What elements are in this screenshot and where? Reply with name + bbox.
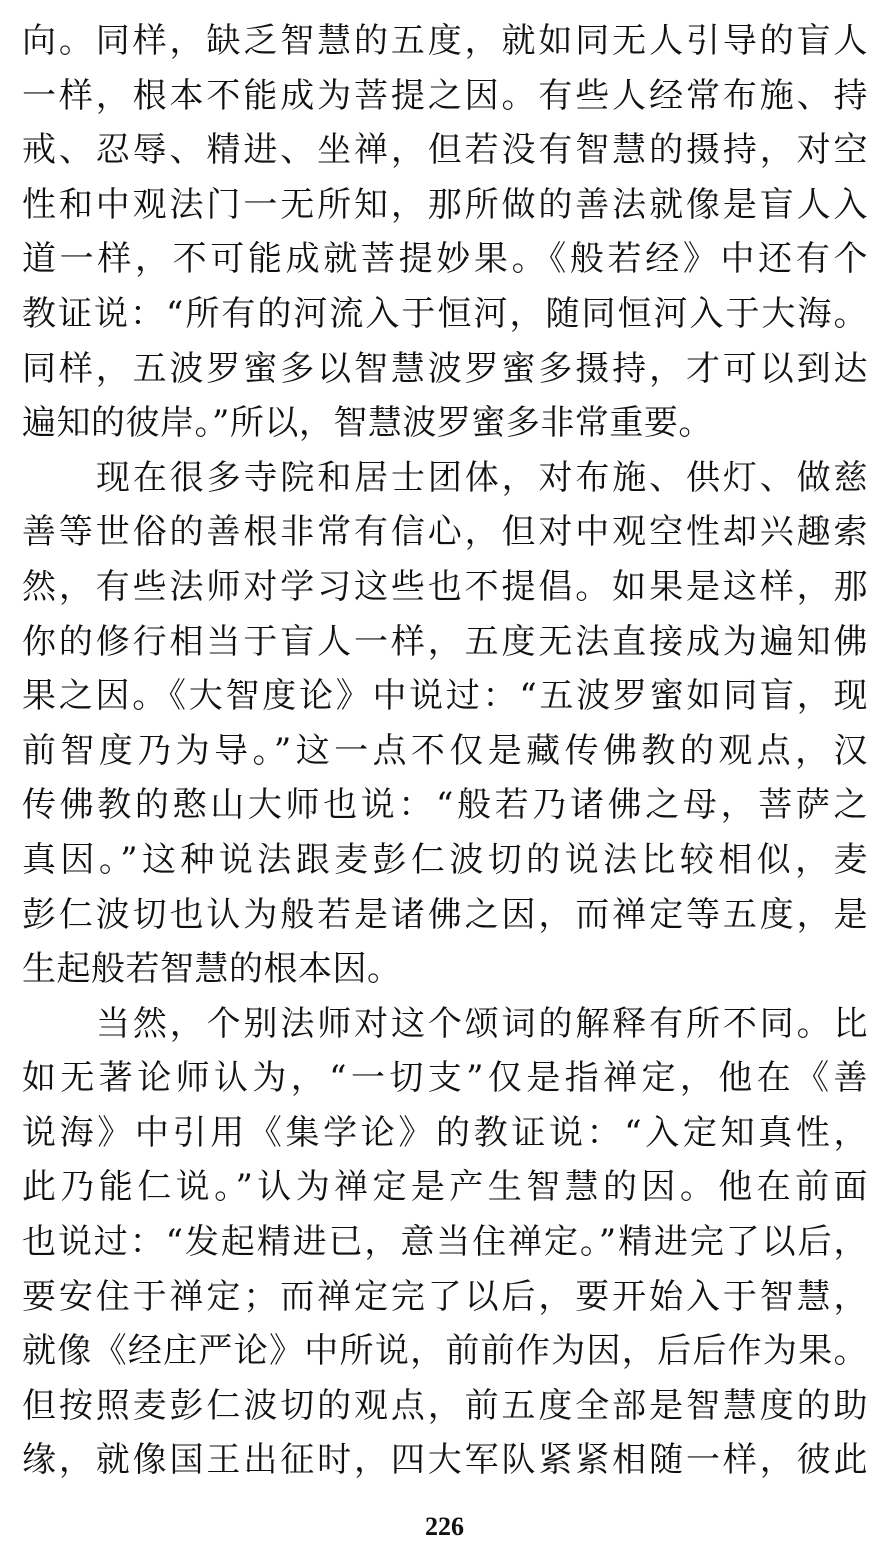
text-line: 遍知的彼岸。”所以，智慧波罗蜜多非常重要。 [22,403,713,444]
text-line: 道一样，不可能成就菩提妙果。《般若经》中还有个 [22,239,868,280]
text-line: 传佛教的憨山大师也说：“般若乃诸佛之母，菩萨之 [22,785,868,826]
text-line: 生起般若智慧的根本因。 [22,949,402,990]
text-line: 一样，根本不能成为菩提之因。有些人经常布施、持 [22,75,868,116]
text-line: 缘，就像国王出征时，四大军队紧紧相随一样，彼此 [22,1440,868,1481]
text-line: 也说过：“发起精进已，意当住禅定。”精进完了以后， [22,1222,868,1263]
text-line: 同样，五波罗蜜多以智慧波罗蜜多摄持，才可以到达 [22,348,868,389]
paragraph-start-line: 当然，个别法师对这个颂词的解释有所不同。比 [96,1003,868,1044]
paragraph-start-line: 现在很多寺院和居士团体，对布施、供灯、做慈 [96,457,868,498]
text-line: 善等世俗的善根非常有信心，但对中观空性却兴趣索 [22,512,868,553]
text-line: 如无著论师认为，“一切支”仅是指禅定，他在《善 [22,1058,868,1099]
text-line: 就像《经庄严论》中所说，前前作为因，后后作为果。 [22,1331,868,1372]
text-line: 你的修行相当于盲人一样，五度无法直接成为遍知佛 [22,621,868,662]
text-line: 前智度乃为导。”这一点不仅是藏传佛教的观点，汉 [22,730,868,771]
text-line: 但按照麦彭仁波切的观点，前五度全部是智慧度的助 [22,1385,868,1426]
text-line: 向。同样，缺乏智慧的五度，就如同无人引导的盲人 [22,21,868,61]
text-line: 果之因。《大智度论》中说过：“五波罗蜜如同盲，现 [22,676,868,717]
text-line: 此乃能仁说。”认为禅定是产生智慧的因。他在前面 [22,1167,868,1208]
page-number: 226 [425,1512,464,1541]
text-line: 戒、忍辱、精进、坐禅，但若没有智慧的摄持，对空 [22,130,868,171]
text-line: 彭仁波切也认为般若是诸佛之因，而禅定等五度，是 [22,894,868,935]
text-line: 教证说：“所有的河流入于恒河，随同恒河入于大海。 [22,293,868,334]
text-line: 要安住于禅定；而禅定完了以后，要开始入于智慧， [22,1276,868,1317]
body-text [22,14,868,1488]
text-line: 然，有些法师对学习这些也不提倡。如果是这样，那 [22,566,868,607]
text-line: 性和中观法门一无所知，那所做的善法就像是盲人入 [22,184,868,225]
text-line: 真因。”这种说法跟麦彭仁波切的说法比较相似，麦 [22,839,868,880]
text-line: 说海》中引用《集学论》的教证说：“入定知真性， [22,1112,868,1153]
